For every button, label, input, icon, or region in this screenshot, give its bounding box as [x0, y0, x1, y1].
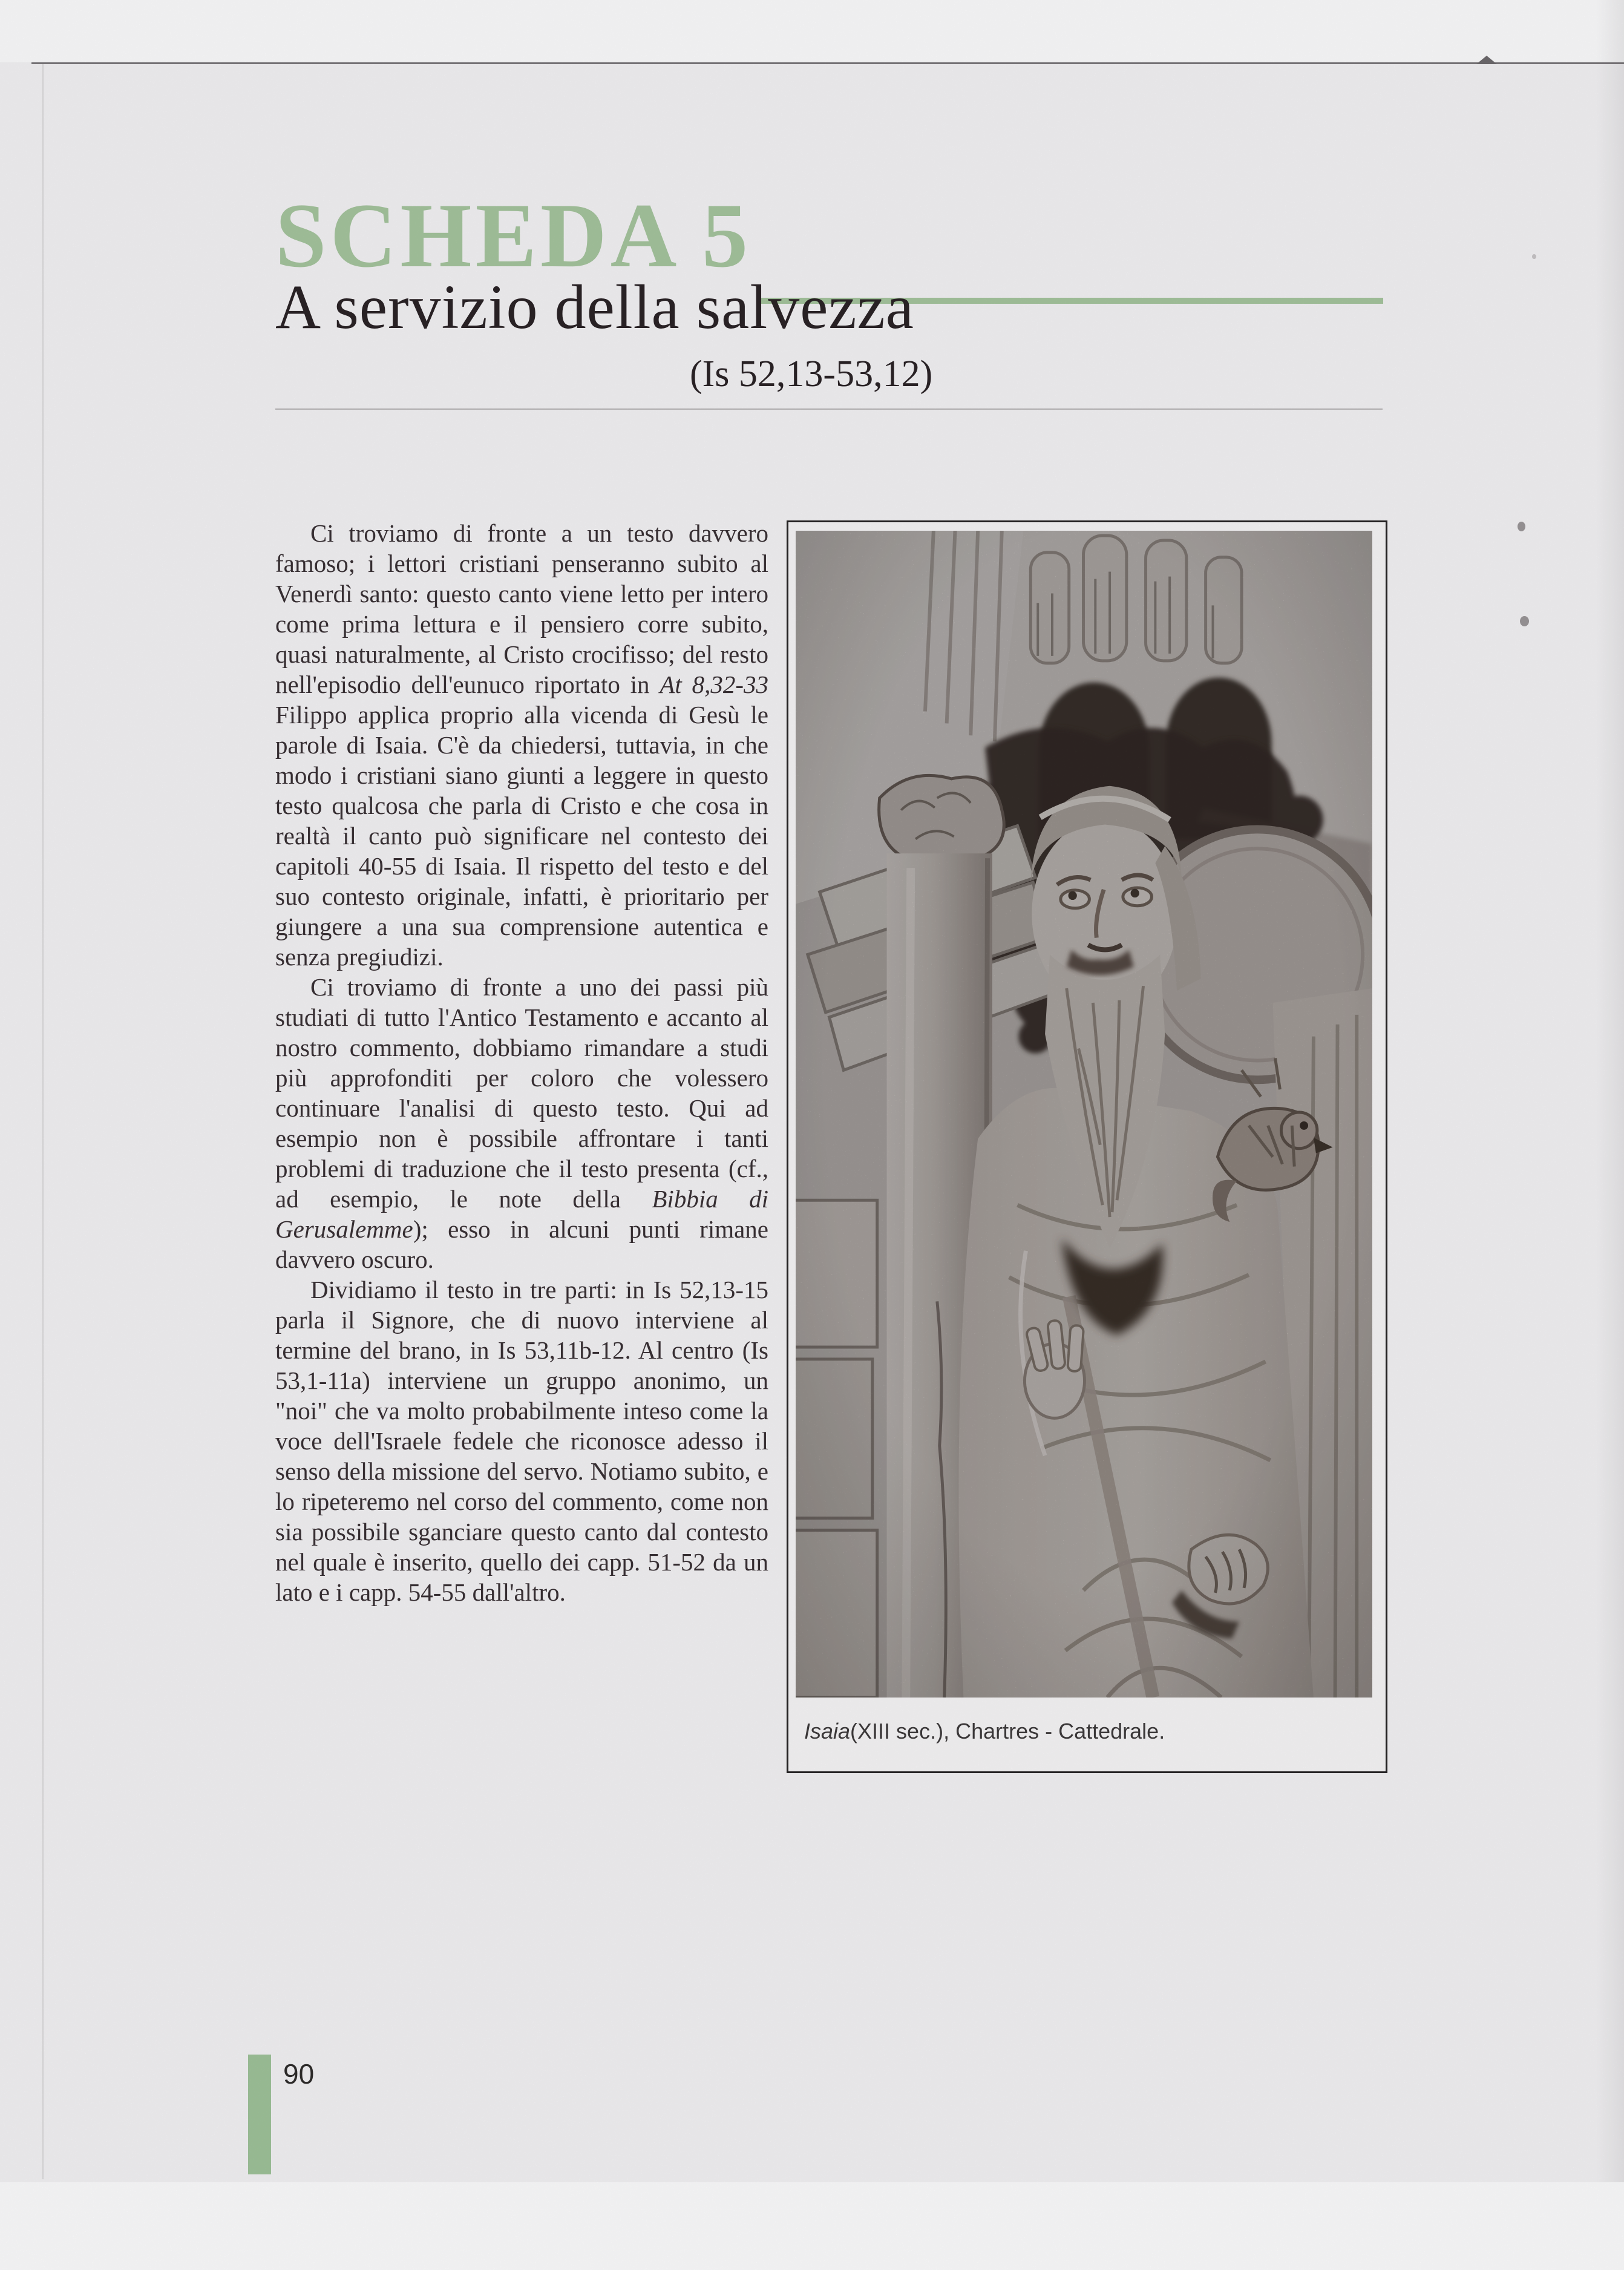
statue-illustration — [796, 531, 1372, 1698]
footer-accent-bar — [248, 2055, 271, 2174]
italic-text-run: At 8,32-33 — [660, 671, 769, 698]
statue-photo — [796, 531, 1372, 1698]
text-run: Ci troviamo di fronte a uno dei passi più studiati di tutto l'Antico Testamento e accanto al nostro commento, dobbiamo rimandare a studi più approfonditi per coloro che volessero continuare l'analisi di questo testo. Qui ad esempio non è possibile affrontare i tanti problemi di traduzione che il testo presenta (cf., ad esempio, le note della — [275, 973, 768, 1213]
page-title: A servizio della salvezza — [275, 272, 914, 342]
page-top-edge — [31, 62, 1624, 64]
figure-frame — [787, 520, 1387, 1773]
page-right-shading — [1596, 0, 1624, 2270]
page-number: 90 — [283, 2058, 315, 2090]
text-run: Ci troviamo di fronte a un testo davvero famoso; i lettori cristiani penseranno subito al Venerdì santo: questo canto viene letto per intero come prima lettura e il pensiero corre subito, quasi naturalmente, al Cristo crocifisso; del resto nell'episodio dell'eunuco riportato in — [275, 519, 768, 698]
scripture-reference: (Is 52,13-53,12) — [690, 353, 933, 395]
scan-speck — [1518, 522, 1525, 531]
article-body — [275, 518, 1387, 1780]
italic-text-run: Isaia — [804, 1719, 851, 1744]
header-divider — [275, 408, 1383, 410]
scan-speck — [1532, 254, 1536, 259]
text-run: Filippo applica proprio alla vicenda di Gesù le parole di Isaia. C'è da chiedersi, tuttavia, in che modo i cristiani siano giunti a leggere in questo testo qualcosa che parla di Cristo e che cosa in realtà il canto può significare nel contesto dei capitoli 40-55 di Isaia. Il rispetto del testo e del suo contesto originale, infatti, è prioritario per giungere a una sua comprensione autentica e senza pregiudizi. — [275, 701, 768, 971]
scanner-background-bottom — [0, 2182, 1624, 2270]
text-run: (XIII sec.), Chartres - Cattedrale. — [850, 1719, 1165, 1744]
chapter-kicker: SCHEDA 5 — [275, 185, 752, 286]
scan-speck — [1520, 616, 1529, 626]
page-left-edge — [42, 64, 44, 2179]
scanner-background-top — [0, 0, 1624, 62]
text-run: ); esso in alcuni punti rimane davvero oscuro. — [275, 1215, 768, 1273]
italic-text-run: Bibbia di Gerusalemme — [275, 1185, 768, 1243]
text-run: Dividiamo il testo in tre parti: in Is 52,13-15 parla il Signore, che di nuovo interviene al termine del brano, in Is 53,11b-12. Al centro (Is 53,1-11a) interviene un gruppo anonimo, un "noi" che va molto probabilmente inteso come la voce dell'Israele fedele che riconosce adesso il senso della missione del servo. Notiamo subito, e lo ripeteremo nel corso del commento, come non sia possibile sganciare questo canto dal contesto nel quale è inserito, quello dei capp. 51-52 da un lato e i capp. 54-55 dall'altro. — [275, 1276, 768, 1606]
figure-caption — [804, 1698, 1386, 1765]
